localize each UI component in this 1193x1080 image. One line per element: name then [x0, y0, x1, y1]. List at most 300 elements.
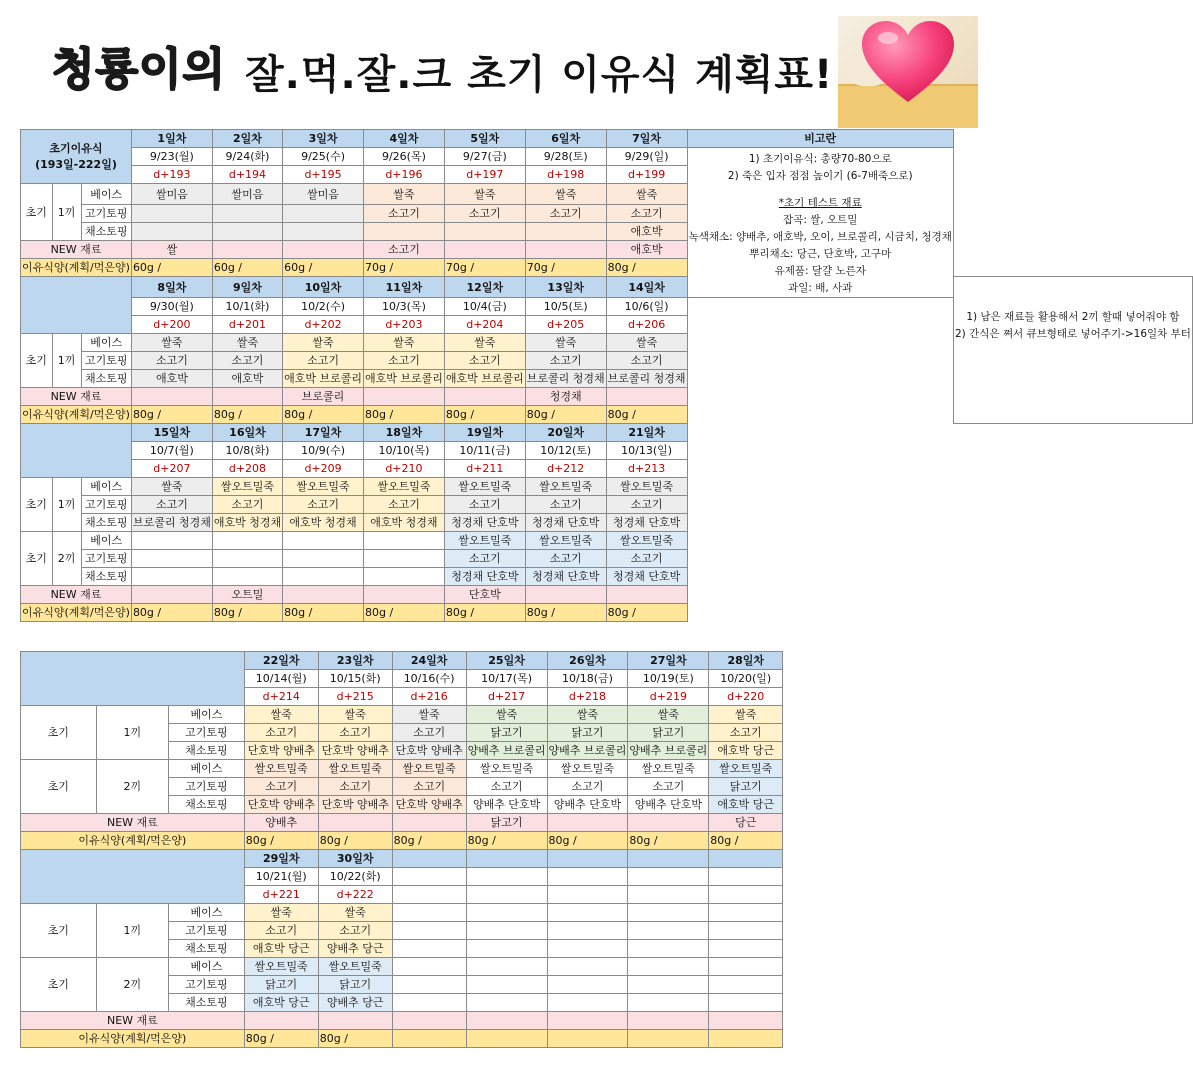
table-row — [21, 184, 1193, 205]
dplus-cell: d+219 — [628, 688, 709, 706]
day-header: 25일차 — [466, 652, 547, 670]
base-cell: 쌀오트밀죽 — [466, 760, 547, 778]
base-cell — [466, 958, 547, 976]
meat-cell — [283, 550, 364, 568]
veg-cell — [131, 568, 212, 586]
table-row — [21, 514, 1193, 532]
base-cell: 쌀오트밀죽 — [212, 478, 282, 496]
base-cell: 쌀오트밀죽 — [628, 760, 709, 778]
note-line: 2) 죽은 입자 점점 높이기 (6-7배죽으로) — [727, 170, 913, 182]
base-cell: 쌀죽 — [392, 706, 466, 724]
amount-cell: 80g / — [283, 406, 364, 424]
row-label: 베이스 — [169, 958, 245, 976]
veg-cell: 브로콜리 청경채 — [131, 514, 212, 532]
row-label: 채소토핑 — [81, 370, 131, 388]
day-header: 18일차 — [363, 424, 444, 442]
veg-cell — [547, 994, 628, 1012]
date-cell: 10/17(목) — [466, 670, 547, 688]
dplus-cell: d+208 — [212, 460, 282, 478]
date-cell: 10/20(일) — [709, 670, 783, 688]
row-label: 고기토핑 — [169, 922, 245, 940]
meat-cell: 소고기 — [283, 352, 364, 370]
row-label: 고기토핑 — [169, 778, 245, 796]
veg-cell — [444, 223, 525, 241]
day-header: 14일차 — [606, 277, 687, 298]
note-line: 1) 초기이유식: 총량70-80으로 — [748, 153, 892, 165]
base-cell — [709, 958, 783, 976]
veg-cell: 청경채 단호박 — [606, 568, 687, 586]
day-header: 20일차 — [525, 424, 606, 442]
veg-cell: 단호박 양배추 — [392, 742, 466, 760]
veg-cell: 청경채 단호박 — [525, 568, 606, 586]
dplus-cell: d+216 — [392, 688, 466, 706]
day-header: 6일차 — [525, 130, 606, 148]
veg-cell: 청경채 단호박 — [606, 514, 687, 532]
veg-cell — [131, 223, 212, 241]
date-cell: 10/7(월) — [131, 442, 212, 460]
base-cell — [709, 904, 783, 922]
note-line: *초기 테스트 재료 — [778, 197, 862, 209]
new-ingredient-cell — [628, 1012, 709, 1030]
dplus-cell: d+222 — [318, 886, 392, 904]
meat-cell: 닭고기 — [547, 724, 628, 742]
meat-cell: 소고기 — [466, 778, 547, 796]
veg-cell: 단호박 양배추 — [392, 796, 466, 814]
meat-cell — [212, 205, 282, 223]
table-row — [21, 478, 1193, 496]
dplus-cell: d+198 — [525, 166, 606, 184]
amount-cell: 80g / — [628, 832, 709, 850]
new-ingredient-cell — [444, 241, 525, 259]
new-ingredient-cell — [212, 388, 282, 406]
veg-cell: 청경채 단호박 — [444, 514, 525, 532]
meat-cell: 소고기 — [628, 778, 709, 796]
new-ingredient-cell: 애호박 — [606, 241, 687, 259]
row-label: 고기토핑 — [81, 496, 131, 514]
base-cell: 쌀오트밀죽 — [606, 478, 687, 496]
day-header — [392, 850, 466, 868]
meat-cell: 소고기 — [244, 724, 318, 742]
meat-cell — [709, 922, 783, 940]
base-cell: 쌀오트밀죽 — [547, 760, 628, 778]
table-row — [21, 424, 1193, 442]
meat-cell: 소고기 — [363, 205, 444, 223]
meat-cell — [392, 976, 466, 994]
day-header — [466, 850, 547, 868]
base-cell — [547, 958, 628, 976]
blank-right — [687, 424, 953, 622]
meat-cell — [131, 550, 212, 568]
day-header: 22일차 — [244, 652, 318, 670]
date-cell: 10/10(목) — [363, 442, 444, 460]
veg-cell: 애호박 당근 — [244, 940, 318, 958]
header-blank — [21, 424, 132, 478]
base-cell: 쌀죽 — [131, 334, 212, 352]
stage-label: 초기 — [21, 478, 53, 532]
table-row — [21, 460, 1193, 478]
amount-cell: 80g / — [131, 604, 212, 622]
date-cell: 10/16(수) — [392, 670, 466, 688]
header-blank — [21, 277, 132, 334]
heart-photo — [838, 16, 978, 128]
header-blank — [21, 652, 245, 706]
amount-cell: 80g / — [392, 832, 466, 850]
table-row — [21, 148, 1193, 166]
new-ingredient-cell — [444, 388, 525, 406]
row-label: 채소토핑 — [81, 568, 131, 586]
meat-cell: 소고기 — [363, 352, 444, 370]
meal-label: 1끼 — [52, 184, 81, 241]
table-row — [21, 277, 1193, 298]
stage-label: 초기 — [21, 958, 97, 1012]
dplus-cell: d+205 — [525, 316, 606, 334]
base-cell: 쌀오트밀죽 — [392, 760, 466, 778]
day-header: 28일차 — [709, 652, 783, 670]
base-cell — [392, 958, 466, 976]
dplus-cell: d+206 — [606, 316, 687, 334]
day-header: 24일차 — [392, 652, 466, 670]
veg-cell: 양배추 브로콜리 — [628, 742, 709, 760]
base-cell: 쌀미음 — [283, 184, 364, 205]
new-ingredient-cell — [131, 388, 212, 406]
amount-cell: 80g / — [363, 406, 444, 424]
day-header — [628, 850, 709, 868]
meat-cell: 소고기 — [318, 778, 392, 796]
day-header: 26일차 — [547, 652, 628, 670]
base-cell — [131, 532, 212, 550]
heart-icon — [858, 18, 958, 108]
date-cell: 10/5(토) — [525, 298, 606, 316]
table-row — [21, 568, 1193, 586]
amount-cell: 80g / — [318, 1030, 392, 1048]
veg-cell — [212, 568, 282, 586]
row-label: 베이스 — [81, 478, 131, 496]
amount-cell: 80g / — [318, 832, 392, 850]
table-row — [21, 850, 1036, 868]
date-cell — [628, 868, 709, 886]
table-row — [21, 550, 1193, 568]
new-ingredient-cell — [244, 1012, 318, 1030]
dplus-cell: d+200 — [131, 316, 212, 334]
plan-section-bottom — [20, 651, 1035, 1048]
date-cell: 10/6(일) — [606, 298, 687, 316]
day-header: 19일차 — [444, 424, 525, 442]
table-row — [21, 532, 1193, 550]
dplus-cell: d+210 — [363, 460, 444, 478]
dplus-cell: d+221 — [244, 886, 318, 904]
amount-cell — [547, 1030, 628, 1048]
dplus-cell — [547, 886, 628, 904]
amount-cell: 80g / — [244, 832, 318, 850]
meat-cell — [628, 976, 709, 994]
date-cell: 10/1(화) — [212, 298, 282, 316]
meat-cell — [363, 550, 444, 568]
table-row — [21, 223, 1193, 241]
meat-cell: 소고기 — [444, 550, 525, 568]
base-cell: 쌀죽 — [628, 706, 709, 724]
base-cell: 쌀죽 — [363, 184, 444, 205]
date-cell: 9/26(목) — [363, 148, 444, 166]
day-header: 9일차 — [212, 277, 282, 298]
dplus-cell: d+215 — [318, 688, 392, 706]
dplus-cell: d+203 — [363, 316, 444, 334]
veg-cell — [363, 568, 444, 586]
amount-cell: 70g / — [525, 259, 606, 277]
new-ingredient-cell — [628, 814, 709, 832]
new-ingredient-cell — [363, 586, 444, 604]
new-ingredient-cell: 브로콜리 — [283, 388, 364, 406]
meat-cell: 소고기 — [392, 724, 466, 742]
meat-cell: 닭고기 — [628, 724, 709, 742]
row-label: 베이스 — [169, 904, 245, 922]
table-row — [21, 130, 1193, 148]
veg-cell: 애호박 청경채 — [212, 514, 282, 532]
meat-cell: 소고기 — [318, 724, 392, 742]
amount-label: 이유식양(계획/먹은양) — [21, 832, 245, 850]
row-label: 채소토핑 — [169, 796, 245, 814]
base-cell: 쌀죽 — [244, 904, 318, 922]
day-header: 29일차 — [244, 850, 318, 868]
day-header: 4일차 — [363, 130, 444, 148]
veg-cell: 양배추 브로콜리 — [466, 742, 547, 760]
plan-table-weeks-1-3 — [20, 129, 1193, 622]
veg-cell — [392, 940, 466, 958]
date-cell: 10/11(금) — [444, 442, 525, 460]
base-cell: 쌀죽 — [606, 334, 687, 352]
note-line: 1) 남은 재료들 활용해서 2끼 할때 넣어줘야 함 — [966, 311, 1180, 323]
veg-cell: 애호박 당근 — [709, 742, 783, 760]
meat-cell: 소고기 — [392, 778, 466, 796]
dplus-cell: d+209 — [283, 460, 364, 478]
new-ingredient-cell — [363, 388, 444, 406]
dplus-cell — [392, 886, 466, 904]
new-ingredient-cell: 양배추 — [244, 814, 318, 832]
row-label: 베이스 — [169, 706, 245, 724]
meat-cell: 소고기 — [606, 496, 687, 514]
dplus-cell: d+193 — [131, 166, 212, 184]
base-cell — [283, 532, 364, 550]
new-ingredient-cell: 닭고기 — [466, 814, 547, 832]
meat-cell: 소고기 — [444, 205, 525, 223]
date-cell: 9/23(월) — [131, 148, 212, 166]
amount-cell: 70g / — [444, 259, 525, 277]
day-header: 11일차 — [363, 277, 444, 298]
new-ingredient-cell: 당근 — [709, 814, 783, 832]
new-ingredient-cell — [525, 586, 606, 604]
amount-cell: 80g / — [212, 604, 282, 622]
veg-cell — [212, 223, 282, 241]
day-header: 12일차 — [444, 277, 525, 298]
amount-cell — [466, 1030, 547, 1048]
amount-label: 이유식양(계획/먹은양) — [21, 604, 132, 622]
stage-label: 초기 — [21, 184, 53, 241]
new-ingredient-label: NEW 재료 — [21, 241, 132, 259]
day-header: 10일차 — [283, 277, 364, 298]
veg-cell: 애호박 당근 — [709, 796, 783, 814]
amount-cell: 80g / — [525, 406, 606, 424]
dplus-cell: d+214 — [244, 688, 318, 706]
row-label: 채소토핑 — [169, 940, 245, 958]
base-cell: 쌀죽 — [318, 904, 392, 922]
new-ingredient-cell — [525, 241, 606, 259]
plan-table-weeks-4-5 — [20, 651, 1035, 1048]
amount-cell: 80g / — [212, 406, 282, 424]
meat-cell: 소고기 — [525, 496, 606, 514]
dplus-cell: d+207 — [131, 460, 212, 478]
veg-cell: 애호박 — [212, 370, 282, 388]
meat-cell — [628, 922, 709, 940]
row-label: 채소토핑 — [169, 742, 245, 760]
new-ingredient-cell — [318, 1012, 392, 1030]
base-cell — [392, 904, 466, 922]
meat-cell: 소고기 — [212, 352, 282, 370]
row-label: 채소토핑 — [169, 994, 245, 1012]
day-header: 17일차 — [283, 424, 364, 442]
meat-cell: 닭고기 — [244, 976, 318, 994]
base-cell: 쌀죽 — [244, 706, 318, 724]
plan-intro — [21, 130, 132, 184]
meat-cell: 소고기 — [444, 496, 525, 514]
dplus-cell: d+201 — [212, 316, 282, 334]
amount-cell: 60g / — [283, 259, 364, 277]
amount-cell: 80g / — [709, 832, 783, 850]
new-ingredient-label: NEW 재료 — [21, 814, 245, 832]
meat-cell: 소고기 — [244, 922, 318, 940]
veg-cell — [709, 994, 783, 1012]
table-row — [21, 442, 1193, 460]
date-cell: 10/15(화) — [318, 670, 392, 688]
amount-cell: 70g / — [363, 259, 444, 277]
meat-cell: 닭고기 — [318, 976, 392, 994]
day-header: 27일차 — [628, 652, 709, 670]
intro-title: 초기이유식 — [49, 141, 103, 155]
base-cell: 쌀오트밀죽 — [709, 760, 783, 778]
dplus-cell: d+211 — [444, 460, 525, 478]
day-header: 13일차 — [525, 277, 606, 298]
base-cell: 쌀오트밀죽 — [283, 478, 364, 496]
new-ingredient-cell: 청경채 — [525, 388, 606, 406]
day-header: 5일차 — [444, 130, 525, 148]
meat-cell: 닭고기 — [709, 778, 783, 796]
row-label: 고기토핑 — [81, 550, 131, 568]
new-ingredient-cell — [318, 814, 392, 832]
base-cell — [547, 904, 628, 922]
base-cell: 쌀죽 — [466, 706, 547, 724]
table-row — [21, 496, 1193, 514]
base-cell: 쌀죽 — [606, 184, 687, 205]
row-label: 베이스 — [169, 760, 245, 778]
stage-label: 초기 — [21, 334, 53, 388]
meat-cell — [547, 976, 628, 994]
row-label: 베이스 — [81, 334, 131, 352]
date-cell — [392, 868, 466, 886]
note-line: 뿌리채소: 당근, 단호박, 고구마 — [749, 248, 892, 260]
meat-cell — [212, 550, 282, 568]
meat-cell — [392, 922, 466, 940]
note-line: 녹색채소: 양배추, 애호박, 오이, 브로콜리, 시금치, 청경채 — [688, 231, 952, 243]
day-header: 3일차 — [283, 130, 364, 148]
amount-cell: 80g / — [466, 832, 547, 850]
veg-cell — [283, 568, 364, 586]
new-ingredient-label: NEW 재료 — [21, 1012, 245, 1030]
meal-label: 1끼 — [96, 904, 169, 958]
veg-cell — [628, 940, 709, 958]
meat-cell: 소고기 — [131, 496, 212, 514]
meat-cell — [709, 976, 783, 994]
day-header — [709, 850, 783, 868]
veg-cell: 단호박 양배추 — [244, 796, 318, 814]
veg-cell: 애호박 청경채 — [363, 514, 444, 532]
meat-cell — [547, 922, 628, 940]
stage-label: 초기 — [21, 760, 97, 814]
date-cell: 10/14(월) — [244, 670, 318, 688]
notes-box — [687, 148, 953, 298]
veg-cell: 청경채 단호박 — [525, 514, 606, 532]
meat-cell — [466, 976, 547, 994]
base-cell: 쌀오트밀죽 — [244, 760, 318, 778]
meat-cell: 소고기 — [525, 205, 606, 223]
date-cell: 10/19(토) — [628, 670, 709, 688]
meal-label: 2끼 — [52, 532, 81, 586]
amount-cell: 60g / — [212, 259, 282, 277]
base-cell: 쌀오트밀죽 — [363, 478, 444, 496]
date-cell: 10/9(수) — [283, 442, 364, 460]
base-cell: 쌀죽 — [444, 184, 525, 205]
note-line: 과일: 배, 사과 — [788, 282, 853, 294]
dplus-cell — [628, 886, 709, 904]
row-label: 채소토핑 — [81, 514, 131, 532]
meat-cell: 소고기 — [318, 922, 392, 940]
meat-cell: 소고기 — [606, 205, 687, 223]
meat-cell — [283, 205, 364, 223]
veg-cell: 양배추 단호박 — [547, 796, 628, 814]
date-cell: 10/21(월) — [244, 868, 318, 886]
date-cell: 9/28(토) — [525, 148, 606, 166]
dplus-cell — [466, 886, 547, 904]
meat-cell: 소고기 — [131, 352, 212, 370]
base-cell: 쌀오트밀죽 — [525, 532, 606, 550]
row-label: 고기토핑 — [169, 724, 245, 742]
dplus-cell: d+217 — [466, 688, 547, 706]
blank-right — [783, 652, 1035, 850]
date-cell: 9/25(수) — [283, 148, 364, 166]
base-cell: 쌀죽 — [709, 706, 783, 724]
dplus-cell: d+220 — [709, 688, 783, 706]
day-header: 23일차 — [318, 652, 392, 670]
amount-cell: 80g / — [606, 259, 687, 277]
date-cell: 9/29(일) — [606, 148, 687, 166]
base-cell: 쌀죽 — [525, 334, 606, 352]
dplus-cell — [709, 886, 783, 904]
amount-cell: 80g / — [283, 604, 364, 622]
table-row — [21, 205, 1193, 223]
row-label: 고기토핑 — [81, 352, 131, 370]
amount-label: 이유식양(계획/먹은양) — [21, 259, 132, 277]
new-ingredient-label: NEW 재료 — [21, 388, 132, 406]
dplus-cell: d+202 — [283, 316, 364, 334]
stage-label: 초기 — [21, 904, 97, 958]
veg-cell: 양배추 당근 — [318, 940, 392, 958]
day-header: 7일차 — [606, 130, 687, 148]
base-cell: 쌀죽 — [212, 334, 282, 352]
date-cell: 9/24(화) — [212, 148, 282, 166]
date-cell: 10/18(금) — [547, 670, 628, 688]
stage-label: 초기 — [21, 706, 97, 760]
veg-cell: 양배추 단호박 — [466, 796, 547, 814]
day-header: 21일차 — [606, 424, 687, 442]
base-cell: 쌀미음 — [131, 184, 212, 205]
blank-right — [783, 850, 1035, 1048]
